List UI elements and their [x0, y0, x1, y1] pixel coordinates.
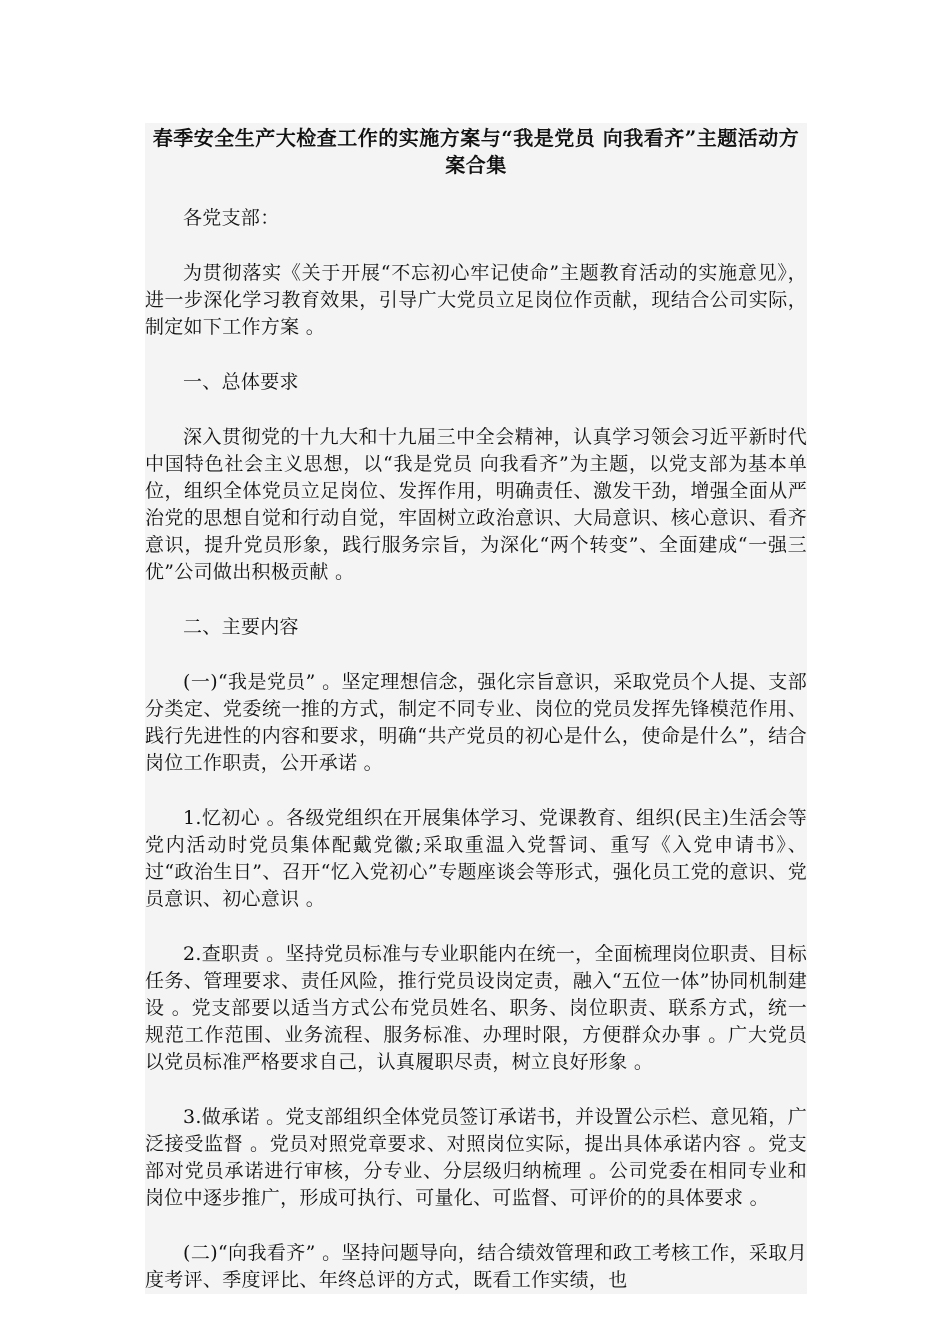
paragraph-general-requirements: 深入贯彻党的十九大和十九届三中全会精神，认真学习领会习近平新时代中国特色社会主义思想，以“我是党员 向我看齐”为主题，以党支部为基本单位，组织全体党员立足岗位、发挥作用，明确责任、激发干劲，增强全面从严治党的思想自觉和行动自觉，牢固树立政治意识、大局意识、核心意识、看齐意识，提升党员形象，践行服务宗旨，为深化“两个转变”、全面建成“一强三优”公司做出积极贡献 。 — [145, 426, 807, 583]
salutation: 各党支部： — [183, 207, 280, 229]
paragraph-follow-my-example: (二)“向我看齐” 。坚持问题导向，结合绩效管理和政工考核工作，采取月度考评、季度评比、年终总评的方式，既看工作实绩，也 — [145, 1242, 807, 1291]
paragraph-check-duties: 2.查职责 。坚持党员标准与专业职能内在统一，全面梳理岗位职责、目标任务、管理要求、责任风险，推行党员设岗定责，融入“五位一体”协同机制建设 。党支部要以适当方式公布党员姓名、职务、岗位职责、联系方式，统一规范工作范围、业务流程、服务标准、办理时限，方便群众办事 。广大党员以党员标准严格要求自己，认真履职尽责，树立良好形象 。 — [145, 943, 807, 1073]
section-heading-general-requirements: 一、总体要求 — [183, 371, 299, 393]
document-title: 春季安全生产大检查工作的实施方案与“我是党员 向我看齐”主题活动方案合集 — [152, 126, 800, 177]
paragraph-intro: 为贯彻落实《关于开展“不忘初心牢记使命”主题教育活动的实施意见》，进一步深化学习教育效果，引导广大党员立足岗位作贡献，现结合公司实际，制定如下工作方案 。 — [145, 262, 807, 338]
section-heading-main-content: 二、主要内容 — [183, 616, 299, 638]
paragraph-remember-original-aspiration: 1.忆初心 。各级党组织在开展集体学习、党课教育、组织(民主)生活会等党内活动时党员集体配戴党徽;采取重温入党誓词、重写《入党申请书》、过“政治生日”、召开“忆入党初心”专题座谈会等形式，强化员工党的意识、党员意识、初心意识 。 — [145, 807, 807, 910]
document-body — [145, 123, 807, 1294]
paragraph-make-commitment: 3.做承诺 。党支部组织全体党员签订承诺书，并设置公示栏、意见箱，广泛接受监督 。党员对照党章要求、对照岗位实际，提出具体承诺内容 。党支部对党员承诺进行审核，分专业、分层级归纳梳理 。公司党委在相同专业和岗位中逐步推广，形成可执行、可量化、可监督、可评价的的具体要求 。 — [145, 1106, 807, 1209]
paragraph-i-am-party-member: (一)“我是党员” 。坚定理想信念，强化宗旨意识，采取党员个人提、支部分类定、党委统一推的方式，制定不同专业、岗位的党员发挥先锋模范作用、践行先进性的内容和要求，明确“共产党员的初心是什么，使命是什么”，结合岗位工作职责，公开承诺 。 — [145, 671, 807, 774]
